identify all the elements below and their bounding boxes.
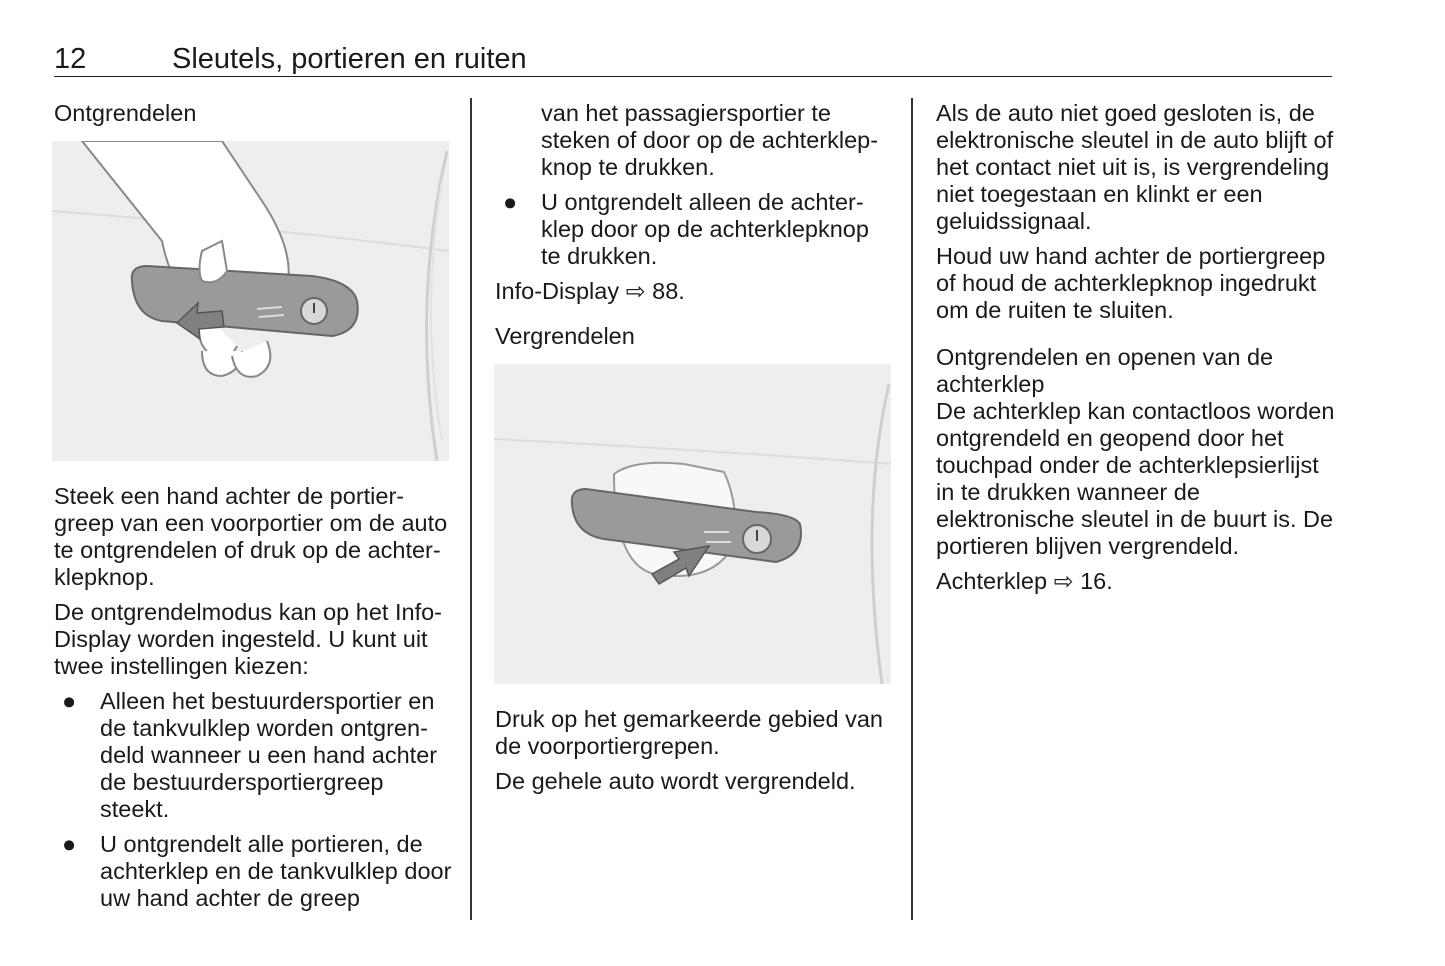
list-item: ● U ontgrendelt alleen de achterklep door op de achterklepknop te drukken. [503,189,869,269]
door-handle-lock-illustration [494,364,891,684]
paragraph: Steek een hand achter de portiergreep van een voorportier om de auto te ontgrendelen of druk op de achterklepknop. [54,483,448,590]
page-number: 12 [54,43,87,75]
section-heading-vergrendelen: Vergrendelen [495,323,635,349]
list-item: ● Alleen het bestuurdersportier en de tankvulklep worden ontgrendeld wanneer u een hand achter de bestuurdersportiergreep steekt. [62,688,438,822]
column-divider [911,98,913,920]
bullet-icon: ● [62,688,77,714]
list-item-continued: van het passagiersportier te steken of door op de achterklepknop te drukken. [541,100,879,180]
section-heading-ontgrendelen: Ontgrendelen [54,100,197,126]
door-handle-unlock-illustration [52,141,449,461]
cross-reference[interactable]: Info-Display ⇨ 88. [495,278,685,304]
paragraph: De gehele auto wordt vergrendeld. [495,768,856,794]
page-header [54,42,1332,77]
column-divider [470,98,472,920]
paragraph: Druk op het gemarkeerde gebied van de voorportiergrepen. [495,706,883,759]
list-item: ● U ontgrendelt alle portieren, de achterklep en de tankvulklep door uw hand achter de greep [62,831,452,911]
arrow-right-icon: ⇨ [1053,568,1074,594]
bullet-icon: ● [62,831,77,857]
column-2 [495,100,895,803]
arrow-right-icon: ⇨ [625,278,646,304]
chapter-title: Sleutels, portieren en ruiten [172,43,527,75]
paragraph: De ontgrendelmodus kan op het Info-Display worden ingesteld. U kunt uit twee instellingen kiezen: [54,599,443,679]
cross-reference[interactable]: Achterklep ⇨ 16. [936,568,1113,594]
paragraph: Houd uw hand achter de portiergreep of houd de achterklepknop ingedrukt om de ruiten te sluiten. [936,243,1326,323]
column-1 [54,100,454,920]
paragraph: Als de auto niet goed gesloten is, de elektronische sleutel in de auto blijft of het contact niet uit is, is vergrendeling niet toegestaan en klinkt er een geluidssignaal. [936,100,1334,234]
section-heading-achterklep: Ontgrendelen en openen van de achterklep [936,344,1274,397]
paragraph: De achterklep kan contactloos worden ontgrendeld en geopend door het touchpad onder de achterklepsierlijst in te drukken wanneer de elektronische sleutel in de buurt is. De portieren blijven vergrendeld. [936,398,1335,559]
bullet-icon: ● [503,189,518,215]
column-3 [936,100,1336,603]
